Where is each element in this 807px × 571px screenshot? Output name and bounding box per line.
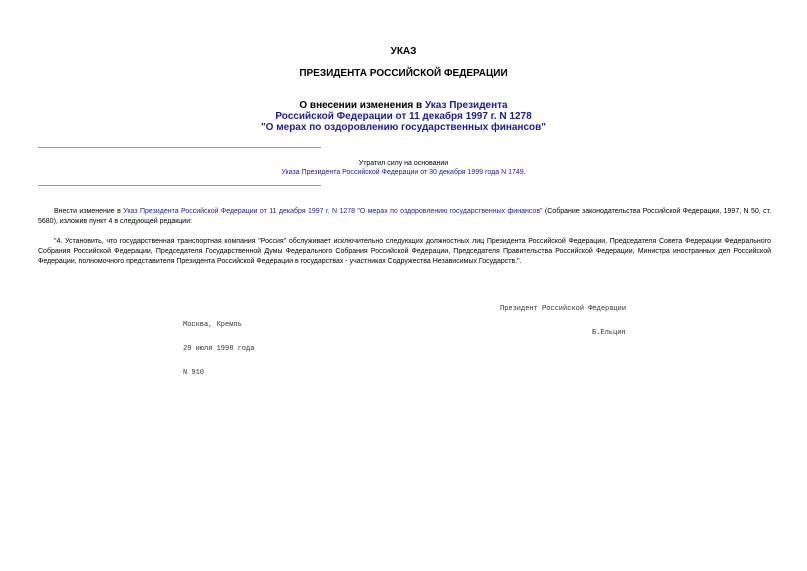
body-paragraph-2: "4. Установить, что государственная транспортная компания "Россия" обслуживает исключительно следующих должностных лиц Президента Российской Федерации, Председателя Совета Федерации Федерального Собрания Российской Федерации, Председателя Государственной Думы Федерального Собрания Российской Федерации, Председателя Правительства Российской Федерации, Министра иностранных дел Российской Федерации, полномочного представителя Президента Российской Федерации в государствах - участниках Содружества Независимых Государств.". [38, 238, 771, 265]
place-number: N 910 [183, 369, 205, 377]
signature-name: Б.Ельцин [592, 329, 626, 337]
lost-force-link[interactable]: Указа Президента Российской Федерации от 30 декабря 1999 года N 1749 [281, 169, 524, 176]
body-paragraph-1 [38, 207, 771, 227]
doc-type-heading: УКАЗ [390, 46, 417, 57]
divider-bottom [38, 185, 321, 186]
lost-force-text: Утратил силу на основании [358, 160, 449, 167]
title-link-line1[interactable]: Указ Президента [424, 100, 508, 111]
divider-top [38, 147, 321, 148]
lost-force-suffix: . [523, 169, 526, 176]
place-city: Москва, Кремль [183, 321, 242, 329]
signature-position: Президент Российской Федерации [500, 305, 627, 313]
title-link-line3[interactable]: "О мерах по оздоровлению государственных финансов" [260, 122, 547, 133]
lost-force-note [0, 159, 807, 177]
signature-block [500, 289, 626, 345]
issuer-heading: ПРЕЗИДЕНТА РОССИЙСКОЙ ФЕДЕРАЦИИ [299, 68, 508, 79]
document-title [0, 100, 807, 133]
p1-prefix: Внести изменение в [54, 208, 124, 215]
p1-decree-link[interactable]: Указ Президента Российской Федерации от 11 декабря 1997 г. N 1278 "О мерах по оздоровлению государственных финансов" [123, 208, 543, 215]
title-prefix: О внесении изменения в [299, 100, 425, 111]
title-link-line2[interactable]: Российской Федерации от 11 декабря 1997 г. N 1278 [275, 111, 532, 122]
place-date-block [183, 305, 254, 385]
p1-suffix: (Собрание законодательства Российской Федерации, 1997, N 50, ст. 5680), изложив пункт 4 в следующей редакции: [38, 208, 771, 225]
place-date: 29 июля 1998 года [183, 345, 255, 353]
